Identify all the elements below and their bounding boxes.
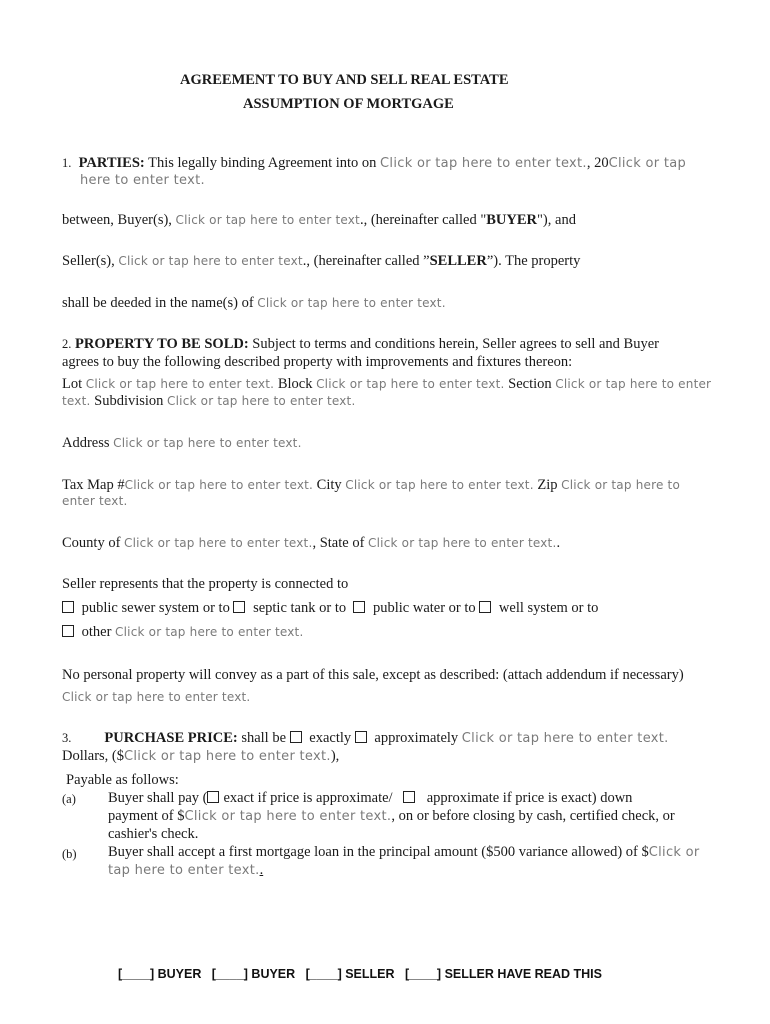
utilities-line bbox=[62, 599, 598, 617]
buyer-label: BUYER bbox=[154, 967, 202, 981]
lot-block-line bbox=[62, 375, 711, 393]
deeded-name-field[interactable]: Click or tap here to enter text. bbox=[257, 296, 446, 310]
text: Subject to terms and conditions herein, Seller agrees to sell and Buyer bbox=[248, 336, 659, 352]
text: , 20 bbox=[586, 155, 609, 171]
taxmap-field[interactable]: Click or tap here to enter text. bbox=[124, 478, 314, 492]
seller-line bbox=[62, 252, 580, 270]
section-heading: PURCHASE PRICE: bbox=[104, 730, 238, 746]
text: shall be bbox=[237, 730, 287, 746]
text: , on or before closing by cash, certified check, or bbox=[391, 808, 675, 824]
approximate-checkbox[interactable] bbox=[403, 791, 415, 803]
exactly-label: exactly bbox=[309, 730, 352, 746]
state-label: , State of bbox=[312, 535, 365, 551]
payable-line: Payable as follows: bbox=[66, 772, 179, 788]
other-field[interactable]: Click or tap here to enter text. bbox=[115, 625, 304, 639]
buyer-initials-blank[interactable]: [____] bbox=[211, 967, 248, 981]
sewer-checkbox[interactable] bbox=[62, 601, 74, 613]
exact-checkbox[interactable] bbox=[207, 791, 219, 803]
taxmap-label: Tax Map # bbox=[62, 477, 125, 493]
section-1-line-1 bbox=[62, 154, 686, 173]
section-2-line-1 bbox=[62, 335, 659, 353]
section-2-line-2: agrees to buy the following described property with improvements and fixtures thereon: bbox=[62, 354, 573, 370]
text: ”). The property bbox=[486, 253, 581, 269]
loan-amount-field[interactable]: Click or bbox=[648, 845, 700, 860]
text: This legally binding Agreement into on bbox=[144, 155, 381, 171]
deeded-line bbox=[62, 294, 446, 312]
lot-label: Lot bbox=[62, 376, 83, 392]
initials-footer bbox=[118, 967, 602, 981]
zip-label: Zip bbox=[537, 477, 558, 493]
doc-title: AGREEMENT TO BUY AND SELL REAL ESTATE bbox=[180, 72, 509, 88]
price-amount-field[interactable]: Click or tap here to enter text. bbox=[124, 749, 331, 764]
seller-read-label: SELLER HAVE READ THIS bbox=[441, 967, 602, 981]
water-checkbox[interactable] bbox=[353, 601, 365, 613]
seller-label: SELLER bbox=[429, 253, 487, 269]
item-b-line-2 bbox=[108, 861, 263, 880]
text: ., (hereinafter called " bbox=[359, 212, 487, 228]
personal-property-line: No personal property will convey as a part of this sale, except as described: (attach addendum if necessary) bbox=[62, 667, 684, 683]
section-heading: PROPERTY TO BE SOLD: bbox=[75, 336, 249, 352]
city-field[interactable]: Click or tap here to enter text. bbox=[345, 478, 534, 492]
dollars-line bbox=[62, 747, 339, 766]
county-field[interactable]: Click or tap here to enter text. bbox=[124, 536, 313, 550]
section-field[interactable]: Click or tap here to enter bbox=[555, 377, 712, 391]
text: "), and bbox=[537, 212, 576, 228]
approximately-label: approximately bbox=[374, 730, 459, 746]
text: exact if price is approximate/ bbox=[223, 790, 393, 806]
text: Buyer shall accept a first mortgage loan in the principal amount ($500 variance allowed) of $ bbox=[108, 844, 649, 860]
text: Buyer shall pay ( bbox=[108, 790, 208, 806]
other-label: other bbox=[81, 624, 112, 640]
price-words-field[interactable]: Click or tap here to enter text. bbox=[461, 731, 669, 746]
other-line bbox=[62, 623, 303, 641]
doc-subtitle: ASSUMPTION OF MORTGAGE bbox=[243, 96, 454, 112]
section-3-line-1 bbox=[62, 729, 669, 748]
county-line: County of Click or tap here to enter text., State of Click or tap here to enter text.. bbox=[62, 535, 561, 551]
state-field[interactable]: Click or tap here to enter text. bbox=[368, 536, 557, 550]
text: ., (hereinafter called ” bbox=[302, 253, 430, 269]
subdivision-field[interactable]: Click or tap here to enter text. bbox=[167, 394, 356, 408]
zip-field-continued[interactable]: enter text. bbox=[62, 494, 128, 508]
personal-property-field[interactable]: Click or tap here to enter text. bbox=[62, 690, 251, 704]
seller-label: SELLER bbox=[341, 967, 395, 981]
address-field[interactable]: Click or tap here to enter text. bbox=[113, 436, 302, 450]
date-field[interactable]: Click or tap here to enter text. bbox=[380, 156, 587, 171]
text: . bbox=[259, 862, 264, 878]
text: Seller(s), bbox=[62, 253, 119, 269]
lot-field[interactable]: Click or tap here to enter text. bbox=[85, 377, 275, 391]
connected-line: Seller represents that the property is connected to bbox=[62, 576, 349, 592]
text: between, Buyer(s), bbox=[62, 212, 176, 228]
seller-initials-blank[interactable]: [____] bbox=[305, 967, 342, 981]
well-checkbox[interactable] bbox=[479, 601, 491, 613]
address-label: Address bbox=[62, 435, 110, 451]
buyer-label: BUYER bbox=[247, 967, 296, 981]
zip-field[interactable]: Click or tap here to bbox=[561, 478, 680, 492]
section-number: 2. bbox=[62, 337, 72, 351]
buyer-label: BUYER bbox=[486, 212, 538, 228]
buyer-name-field[interactable]: Click or tap here to enter text bbox=[175, 213, 360, 227]
text: ), bbox=[330, 748, 340, 764]
year-field-continued[interactable]: here to enter text. bbox=[80, 173, 205, 188]
other-checkbox[interactable] bbox=[62, 625, 74, 637]
exactly-checkbox[interactable] bbox=[290, 731, 302, 743]
item-a-line-2 bbox=[108, 807, 675, 826]
county-label: County of bbox=[62, 535, 121, 551]
septic-label: septic tank or to bbox=[253, 600, 347, 616]
text: approximate if price is exact) down bbox=[426, 790, 633, 806]
well-label: well system or to bbox=[498, 600, 599, 616]
text: payment of $ bbox=[108, 808, 185, 824]
septic-checkbox[interactable] bbox=[233, 601, 245, 613]
subdivision-label: Subdivision bbox=[94, 393, 164, 409]
item-a-label: (a) bbox=[62, 792, 76, 806]
section-heading: PARTIES: bbox=[78, 155, 145, 171]
sewer-label: public sewer system or to bbox=[81, 600, 230, 616]
item-a-line-1 bbox=[108, 789, 632, 807]
block-field[interactable]: Click or tap here to enter text. bbox=[316, 377, 505, 391]
approximately-checkbox[interactable] bbox=[355, 731, 367, 743]
section-number: 3. bbox=[62, 731, 72, 745]
item-b-label: (b) bbox=[62, 847, 77, 861]
item-b-line-1 bbox=[108, 843, 700, 862]
seller-name-field[interactable]: Click or tap here to enter text bbox=[118, 254, 303, 268]
seller-initials-blank[interactable]: [____] bbox=[404, 967, 442, 981]
loan-amount-field-continued[interactable]: tap here to enter text. bbox=[108, 863, 260, 878]
section-number: 1. bbox=[62, 156, 72, 170]
subdivision-line bbox=[62, 392, 355, 410]
buyer-line bbox=[62, 211, 576, 229]
taxmap-line bbox=[62, 476, 680, 494]
item-a-line-3: cashier's check. bbox=[108, 826, 199, 842]
section-field-continued[interactable]: text. bbox=[62, 394, 91, 408]
text: shall be deeded in the name(s) of bbox=[62, 295, 258, 311]
text: Dollars, ($ bbox=[62, 748, 125, 764]
address-line bbox=[62, 434, 302, 452]
city-label: City bbox=[316, 477, 342, 493]
down-payment-field[interactable]: Click or tap here to enter text. bbox=[184, 809, 392, 824]
water-label: public water or to bbox=[372, 600, 476, 616]
section-label: Section bbox=[508, 376, 552, 392]
buyer-initials-blank[interactable]: [____] bbox=[118, 967, 155, 981]
block-label: Block bbox=[277, 376, 313, 392]
year-field[interactable]: Click or tap bbox=[608, 156, 687, 171]
